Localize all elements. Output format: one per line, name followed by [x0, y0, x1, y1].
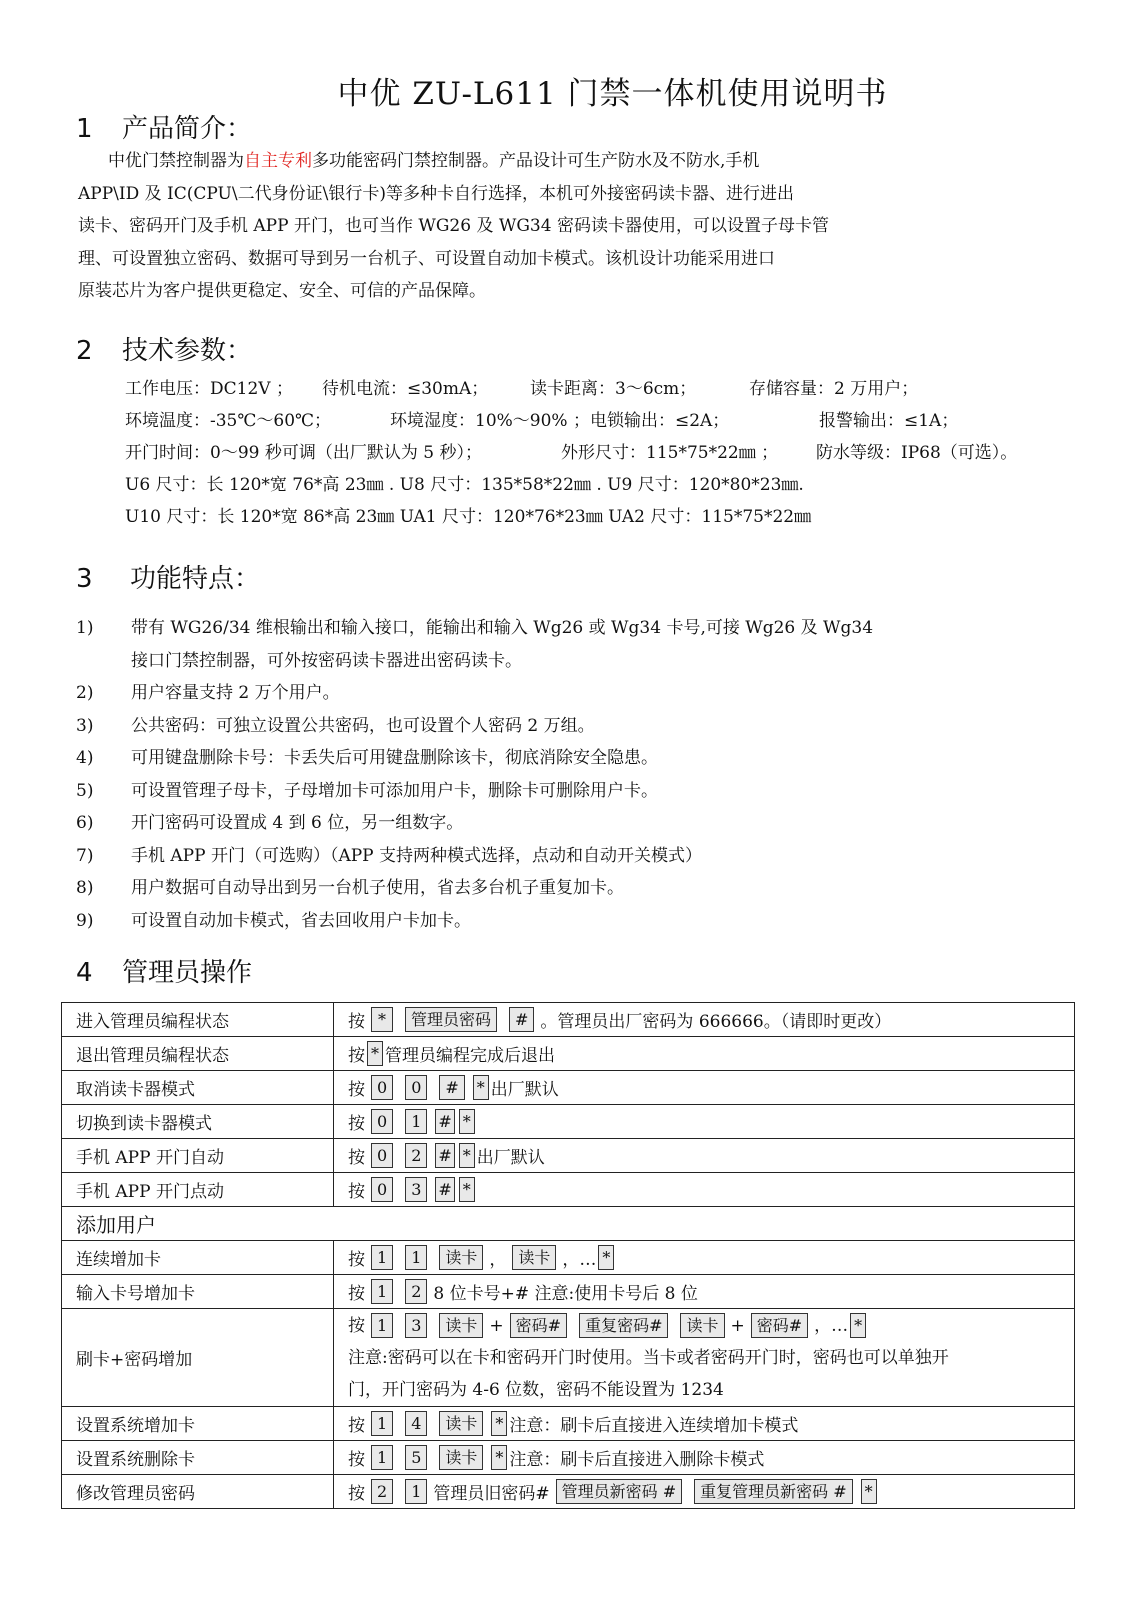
key-cap: 1 — [371, 1313, 393, 1338]
section-number: 3 — [76, 564, 93, 594]
row-note: 注意：刷卡后直接进入连续增加卡模式 — [509, 1415, 799, 1436]
spec-u6-size: U6 尺寸：长 120*宽 76*高 23㎜ . U8 尺寸：135*58*22㎜ . U9 尺寸：120*80*23㎜. — [125, 475, 804, 495]
section-title: 产品简介： — [122, 114, 253, 144]
intro-text: 多功能密码门禁控制器。产品设计可生产防水及不防水,手机 — [312, 151, 760, 171]
spec-list — [125, 373, 1017, 533]
row-label: 切换到读卡器模式 — [62, 1105, 334, 1139]
row-label: 退出管理员编程状态 — [62, 1037, 334, 1071]
row-label: 手机 APP 开门点动 — [62, 1173, 334, 1207]
key-cap: 密码# — [751, 1313, 808, 1338]
row-keys: 按 0 1 # * — [334, 1105, 1075, 1139]
key-cap: 1 — [371, 1445, 393, 1470]
spec-humidity-lock: 环境湿度：10%～90% ；电锁输出：≤2A； — [390, 411, 730, 431]
key-cap: # — [435, 1177, 454, 1202]
spec-voltage: 工作电压：DC12V ； — [125, 379, 293, 399]
table-section-row — [62, 1207, 1075, 1241]
key-cap: 1 — [405, 1109, 427, 1134]
row-keys: 按 * 管理员密码 # 。管理员出厂密码为 666666。（请即时更改） — [334, 1003, 1075, 1037]
spec-standby: 待机电流：≤30mA； — [322, 379, 489, 399]
key-cap: 0 — [371, 1075, 393, 1100]
key-cap: 读卡 — [439, 1445, 483, 1470]
key-cap: * — [459, 1177, 475, 1202]
spec-capacity: 存储容量：2 万用户； — [749, 379, 919, 399]
key-cap: 密码# — [510, 1313, 567, 1338]
section-number: 4 — [76, 958, 93, 988]
row-note: 。管理员出厂密码为 666666。（请即时更改） — [540, 1012, 892, 1032]
key-cap: 4 — [405, 1411, 427, 1436]
section-title: 技术参数： — [122, 336, 253, 366]
row-label: 修改管理员密码 — [62, 1474, 334, 1508]
section-heading-specs — [76, 330, 252, 367]
row-label: 进入管理员编程状态 — [62, 1003, 334, 1037]
key-cap: * — [371, 1007, 393, 1032]
key-cap: * — [598, 1245, 614, 1270]
key-cap: 读卡 — [512, 1245, 556, 1270]
row-keys: 按 0 2 # * 出厂默认 — [334, 1139, 1075, 1173]
table-row — [62, 1275, 1075, 1309]
table-row — [62, 1071, 1075, 1105]
table-row — [62, 1440, 1075, 1474]
table-row — [62, 1406, 1075, 1440]
key-cap: 1 — [371, 1245, 393, 1270]
row-keys: 按 1 3 读卡 + 密码# 重复密码# 读卡 + 密码# ，… * 注意:密码可以在卡和密码开门时使用。当卡或者密码开门时，密码也可以单独开 门，开门密码为 4-6 位数，密码不能设置为 1234 — [334, 1309, 1075, 1407]
patent-highlight: 自主专利 — [244, 151, 312, 171]
key-cap: # — [439, 1075, 464, 1100]
row-keys: 按 0 0 # * 出厂默认 — [334, 1071, 1075, 1105]
spec-waterproof: 防水等级：IP68（可选）。 — [816, 443, 1018, 463]
key-cap: 读卡 — [680, 1313, 724, 1338]
key-cap: # — [509, 1007, 534, 1032]
intro-paragraph — [78, 145, 958, 308]
admin-operations-table — [61, 1002, 1075, 1509]
key-cap: 读卡 — [439, 1313, 483, 1338]
key-cap: 3 — [405, 1177, 427, 1202]
key-cap: 5 — [405, 1445, 427, 1470]
intro-line: 理、可设置独立密码、数据可导到另一台机子、可设置自动加卡模式。该机设计功能采用进口 — [78, 248, 775, 269]
key-cap: 0 — [371, 1143, 393, 1168]
key-cap: 管理员新密码 # — [556, 1479, 683, 1504]
key-cap: 读卡 — [439, 1245, 483, 1270]
row-note: 管理员编程完成后退出 — [385, 1046, 555, 1066]
key-cap: * — [459, 1109, 475, 1134]
key-cap: 2 — [405, 1143, 427, 1168]
key-cap: 重复密码# — [579, 1313, 668, 1338]
spec-alarm: 报警输出：≤1A； — [819, 411, 959, 431]
key-cap: 1 — [371, 1411, 393, 1436]
section-heading-features — [76, 558, 260, 595]
row-note: 出厂默认 — [476, 1148, 545, 1168]
row-keys: 按 * 管理员编程完成后退出 — [334, 1037, 1075, 1071]
spec-u10-size: U10 尺寸：长 120*宽 86*高 23㎜ UA1 尺寸：120*76*23㎜ UA2 尺寸：115*75*22㎜ — [125, 507, 812, 527]
section-heading-admin — [76, 952, 252, 989]
key-cap: 管理员密码 — [405, 1007, 497, 1032]
key-cap: 1 — [405, 1479, 427, 1504]
section-number: 2 — [76, 336, 93, 366]
table-row — [62, 1309, 1075, 1407]
row-keys: 按 0 3 # * — [334, 1173, 1075, 1207]
table-row — [62, 1474, 1075, 1508]
section-title: 功能特点： — [130, 564, 261, 594]
key-cap: 1 — [371, 1279, 393, 1304]
key-cap: 0 — [405, 1075, 427, 1100]
table-row — [62, 1241, 1075, 1275]
row-note: 8 位卡号+# 注意:使用卡号后 8 位 — [433, 1284, 698, 1304]
intro-text: 中优门禁控制器为 — [108, 151, 244, 171]
table-row — [62, 1037, 1075, 1071]
key-cap: * — [850, 1313, 866, 1338]
row-label: 连续增加卡 — [62, 1241, 334, 1275]
table-row — [62, 1173, 1075, 1207]
row-note: 注意：刷卡后直接进入删除卡模式 — [509, 1449, 765, 1470]
intro-line: 原装芯片为客户提供更稳定、安全、可信的产品保障。 — [78, 281, 486, 301]
row-note: 注意:密码可以在卡和密码开门时使用。当卡或者密码开门时，密码也可以单独开 — [348, 1347, 949, 1368]
key-cap: * — [861, 1479, 877, 1504]
section-title: 管理员操作 — [122, 958, 253, 988]
key-cap: * — [473, 1075, 489, 1100]
key-cap: 1 — [405, 1245, 427, 1270]
intro-line: 读卡、密码开门及手机 APP 开门，也可当作 WG26 及 WG34 密码读卡器使用，可以设置子母卡管 — [78, 216, 829, 236]
row-keys: 按 2 1 管理员旧密码# 管理员新密码 # 重复管理员新密码 # * — [334, 1474, 1075, 1508]
row-label: 取消读卡器模式 — [62, 1071, 334, 1105]
section-heading-intro — [76, 108, 252, 145]
key-cap: * — [459, 1143, 475, 1168]
spec-distance: 读卡距离：3～6cm； — [530, 379, 697, 399]
key-cap: 0 — [371, 1109, 393, 1134]
key-cap: # — [435, 1143, 454, 1168]
key-cap: * — [491, 1445, 507, 1470]
row-label: 输入卡号增加卡 — [62, 1275, 334, 1309]
intro-line: APP\ID 及 IC(CPU\二代身份证\银行卡)等多种卡自行选择，本机可外接密码读卡器、进行进出 — [78, 183, 794, 204]
spec-temperature: 环境温度：-35℃～60℃； — [125, 411, 332, 431]
table-row — [62, 1139, 1075, 1173]
row-note: 门，开门密码为 4-6 位数，密码不能设置为 1234 — [348, 1379, 724, 1400]
key-cap: 重复管理员新密码 # — [694, 1479, 853, 1504]
section-number: 1 — [76, 114, 93, 144]
row-label: 刷卡+密码增加 — [62, 1309, 334, 1407]
page-title: 中优 ZU-L611 门禁一体机使用说明书 — [337, 76, 888, 112]
key-cap: 2 — [371, 1479, 393, 1504]
table-row — [62, 1003, 1075, 1037]
key-cap: * — [367, 1041, 383, 1066]
row-keys: 按 1 1 读卡 ， 读卡 ，… * — [334, 1241, 1075, 1275]
key-cap: 读卡 — [439, 1411, 483, 1436]
row-keys: 按 1 4 读卡 * 注意：刷卡后直接进入连续增加卡模式 — [334, 1406, 1075, 1440]
row-keys: 按 1 5 读卡 * 注意：刷卡后直接进入删除卡模式 — [334, 1440, 1075, 1474]
section-label-add-users: 添加用户 — [62, 1207, 1075, 1241]
table-row — [62, 1105, 1075, 1139]
key-cap: * — [491, 1411, 507, 1436]
row-keys: 按 1 2 8 位卡号+# 注意:使用卡号后 8 位 — [334, 1275, 1075, 1309]
key-cap: 2 — [405, 1279, 427, 1304]
row-label: 设置系统删除卡 — [62, 1440, 334, 1474]
row-label: 设置系统增加卡 — [62, 1406, 334, 1440]
spec-open-time: 开门时间：0～99 秒可调（出厂默认为 5 秒）； — [125, 443, 482, 463]
row-label: 手机 APP 开门自动 — [62, 1139, 334, 1173]
key-cap: 3 — [405, 1313, 427, 1338]
key-cap: 0 — [371, 1177, 393, 1202]
spec-size: 外形尺寸：115*75*22㎜ ； — [561, 443, 779, 463]
key-cap: # — [435, 1109, 454, 1134]
row-note: 出厂默认 — [490, 1080, 559, 1100]
